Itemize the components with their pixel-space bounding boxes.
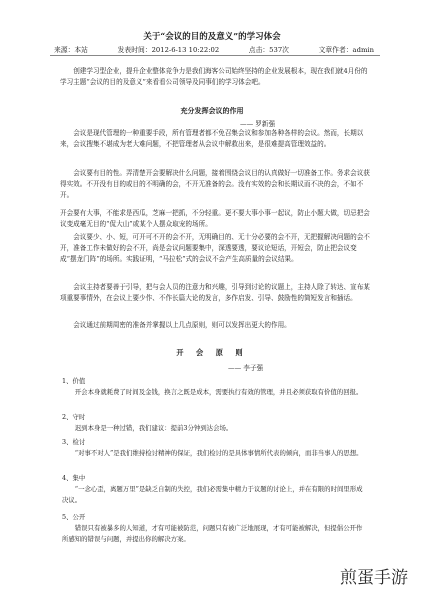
principle-label: 4、集中 [62,474,86,482]
principle-text: 迟到本身是一种过错，我们建议：提前3分钟到达会场。 [74,424,233,432]
section2-heading: 开 会 原 则 [176,348,248,357]
principle-label: 2、守时 [62,413,86,421]
principle-label: 1、价值 [62,377,86,385]
section1-heading: 充分发挥会议的作用 [180,106,244,115]
watermark-logo: 煎蛋手游 [338,563,410,588]
meta-views: 点击：537次 [248,46,289,54]
meta-source: 来源：本站 [54,46,88,54]
section1-paragraph: 开会要有大事，不能求是西瓜，芝麻一把抓，不分轻重。更不要大事小事一起议，防止小题大做，切忌把会议变成毫无目的“侃大山”或某个人摆众取宠的场所。 [60,209,370,228]
section1-author: —— 罗新强 [240,120,276,128]
article-title: 关于“会议的目的及意义”的学习体会 [143,32,281,42]
meta-editor: 文章作者：admin [318,46,374,54]
section1-paragraph: 会议主持者要善于引导，把与会人员的注意力和兴趣，引导到讨论的议题上，主持人除了转达、宣布某项重要事情外，在会议上要少作、不作长篇大论的发言，多作启发、引导、鼓励性的简短发言和插话。 [60,283,370,302]
principle-text: 错误只有被暴多的人知道，才有可能被防范，问题只有被广泛地展现，才有可能被解决，但提倡公开作所感知的错误与问题，并提出你的解决方案。 [62,524,363,543]
principle-text: “对事不对人”是我们维持检讨精神的保证，我们检讨的是具体事情所代表的倾向，而非当事人的思想。 [74,449,363,457]
principle-label: 5、公开 [62,513,86,521]
principle-text: “一念心歪，离题万里”是缺乏自制的失控，我们必需集中精力于议题的讨论上，并在有限的时间里形成决议。 [62,485,363,504]
article-meta [54,44,374,54]
meta-divider [50,55,380,56]
section2-author: —— 李子强 [228,364,264,372]
section1-paragraph: 会议通过前期周密的准备并掌握以上几点原则，则可以发挥出更大的作用。 [73,321,291,329]
section1-paragraph: 会议是现代管理的一种重要手段，所有管理者都不免召集会议和参加各种各样的会议。然而，长期以来，会议搜集不堪成为老大难问题，不把管理者从会议中解救出来，是很难提高管理效益的。 [60,129,364,148]
intro-paragraph: 创建学习型企业，提升企业整体竞争力是我们海客公司始终坚持的企业发展根本，现在我们就4月份的学习主题“会议的目的及意义”来看看公司领导及同事们的学习体会吧。 [60,67,368,86]
principle-text: 开会本身就耗费了时间及金钱，换言之既是成本，需要执行有效的管理，并且必须获取有价值的回报。 [74,388,363,396]
section1-paragraph: 会议要少、小、短，可开可不开的会不开，无明确目的、无十分必要的会不开，无把握解决问题的会不开，准备工作未做好的会不开，尚是会议问题要集中，深透要透，要议论短话，开短会，防止把会议变成“摆龙门阵”的场所。实践证明，“马拉松”式的会议不会产生高质量的会议结果。 [60,233,370,263]
principle-label: 3、检讨 [62,438,86,446]
section1-paragraph: 会议要有目的性。弄清楚开会要解决什么问题，接着围绕会议目的认真做好一切准备工作。务求会议获得实效。不开没有目的或目的不明确的会，不开无准备的会。没有实效的会和长期议而不决的会，不如不开。 [60,169,370,199]
meta-time: 发表时间：2012-6-13 10:22:02 [117,46,220,54]
